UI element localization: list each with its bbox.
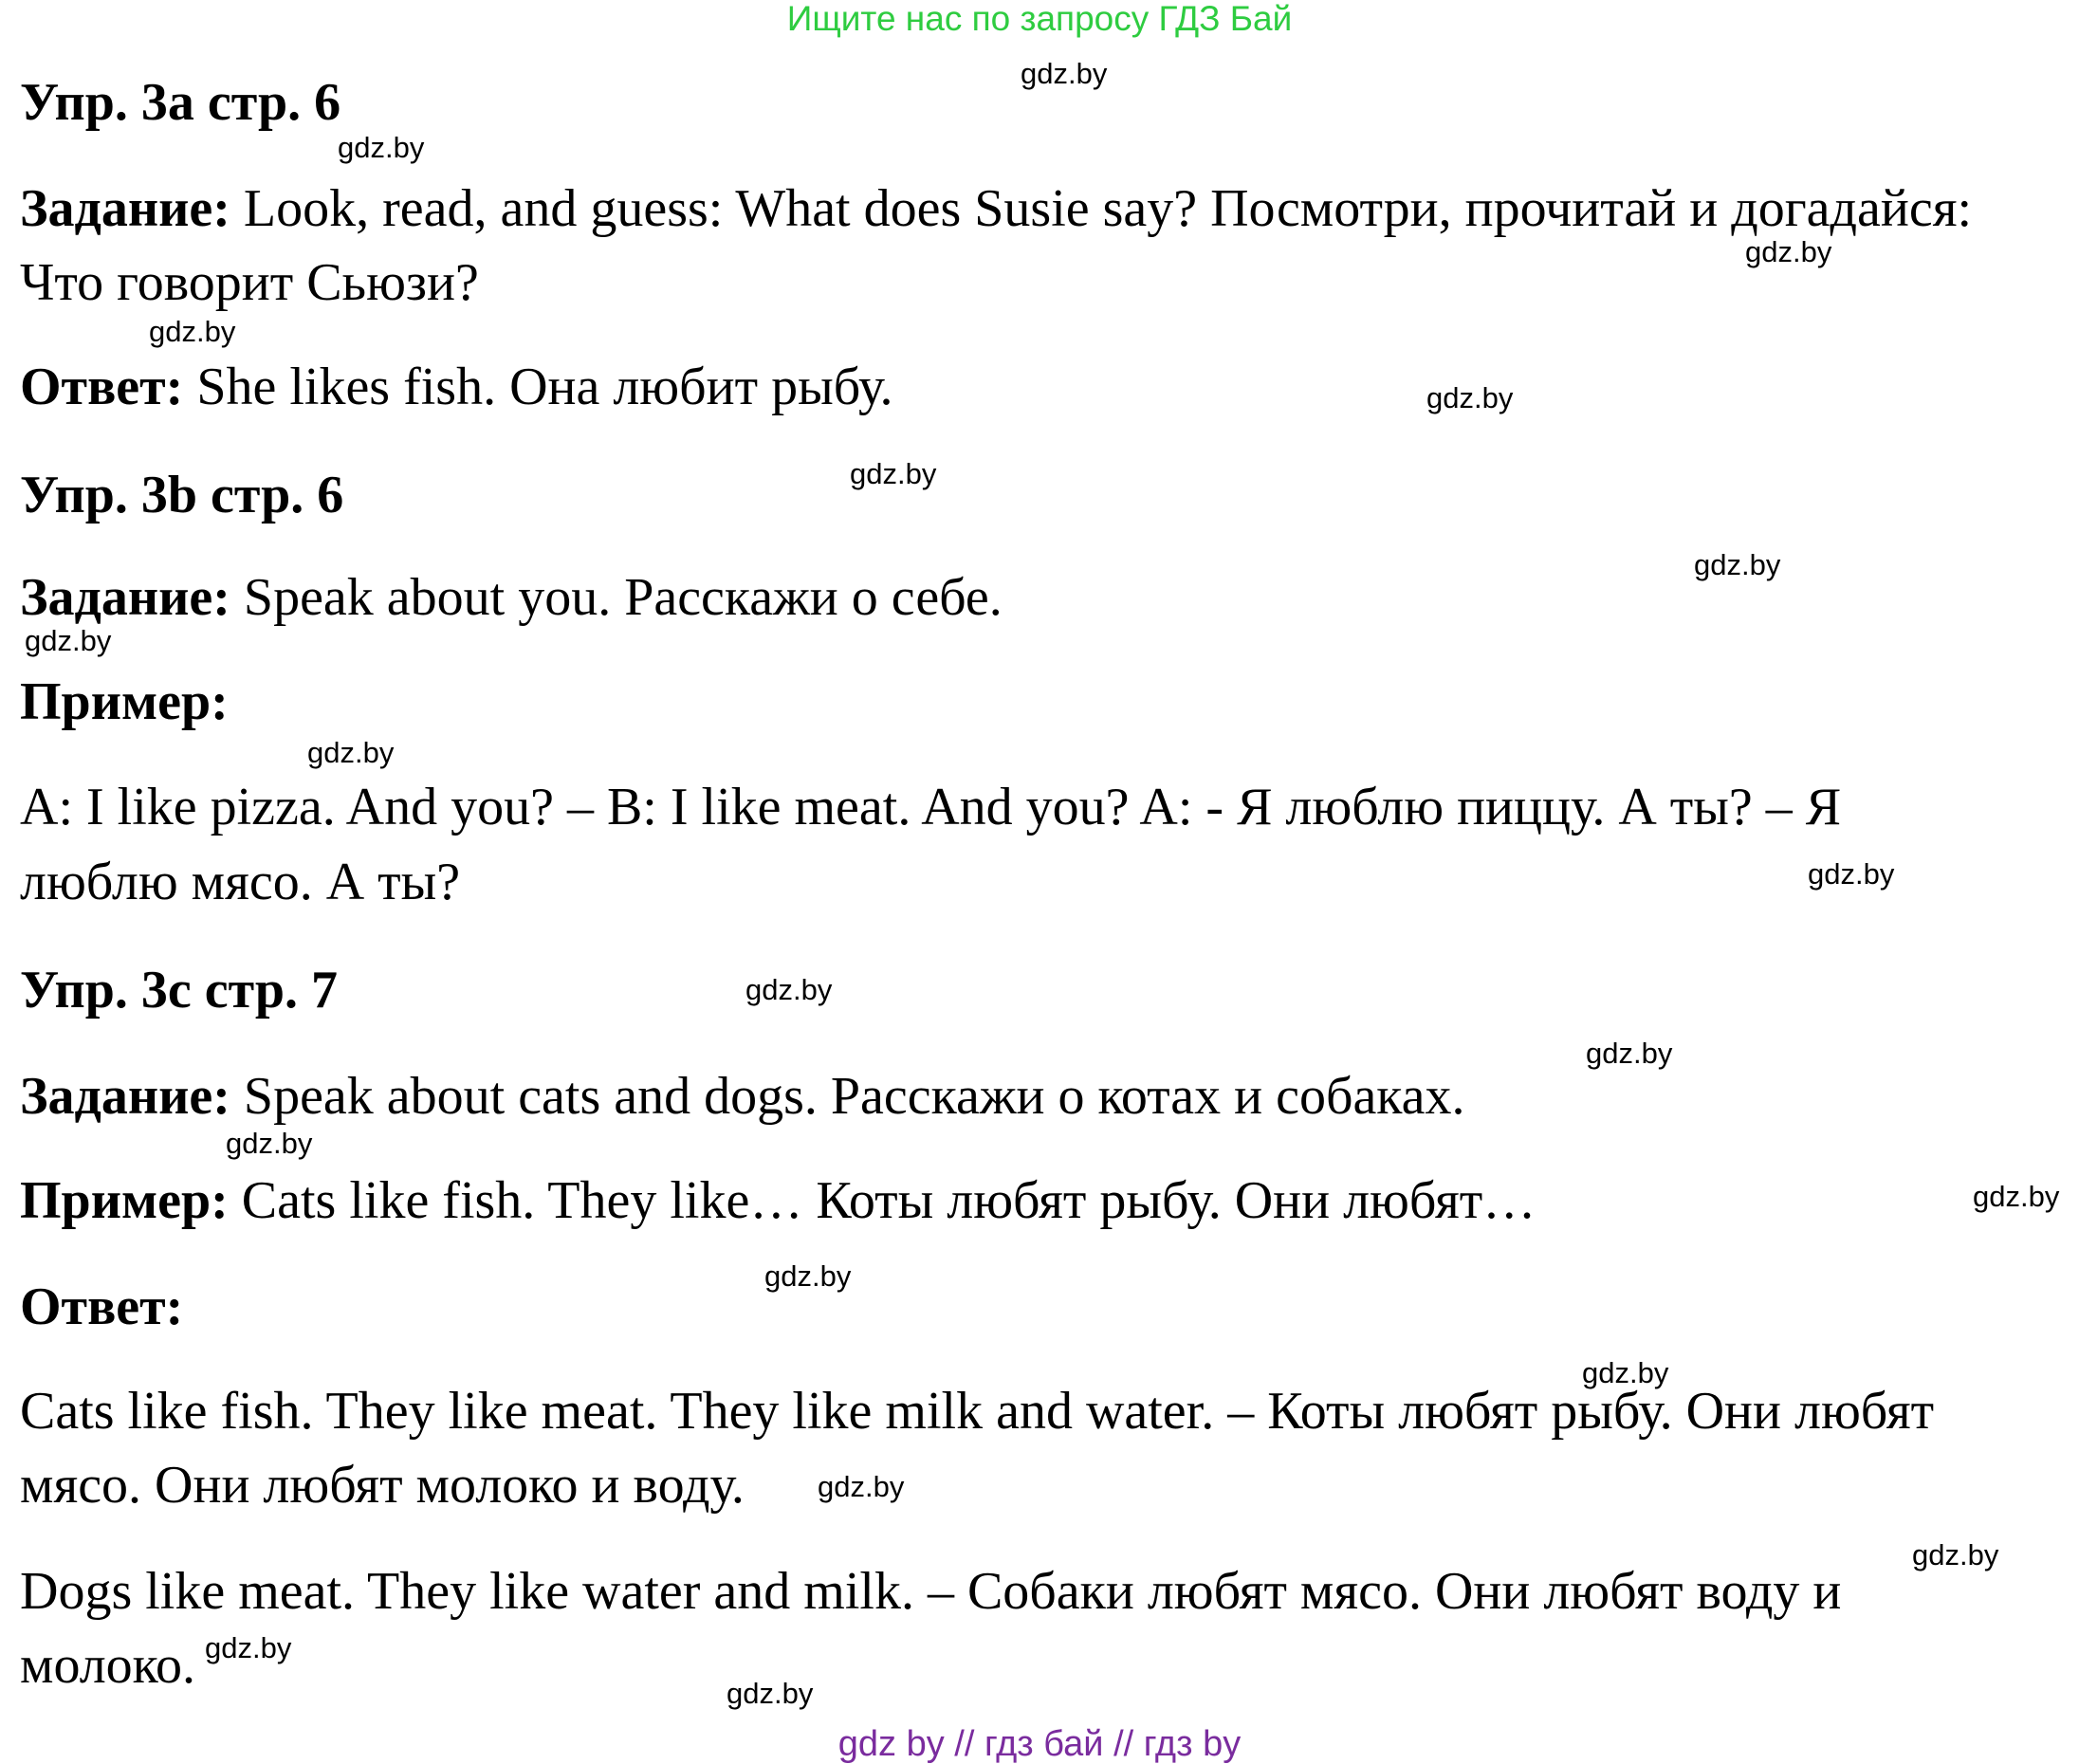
watermark: gdz.by bbox=[226, 1127, 313, 1160]
exercise-3c-answer-p2-line-1: Dogs like meat. They like water and milk. – Собаки любят мясо. Они любят воду и bbox=[20, 1562, 1842, 1621]
exercise-3b-task bbox=[20, 568, 1003, 627]
exercise-3c-task bbox=[20, 1067, 1465, 1126]
task-text: Speak about cats and dogs. Расскажи о котах и собаках. bbox=[243, 1067, 1465, 1126]
exercise-3c-answer-label: Ответ: bbox=[20, 1277, 184, 1336]
exercise-3a-answer bbox=[20, 358, 893, 416]
task-label: Задание: bbox=[20, 1067, 230, 1126]
watermark: gdz.by bbox=[1586, 1037, 1673, 1070]
exercise-3a-task-line-1 bbox=[20, 179, 1973, 238]
exercise-3a-task-line-2: Что говорит Сьюзи? bbox=[20, 253, 479, 312]
watermark: gdz.by bbox=[1021, 57, 1108, 90]
watermark: gdz.by bbox=[338, 131, 425, 164]
watermark: gdz.by bbox=[727, 1677, 814, 1710]
exercise-3c-example bbox=[20, 1171, 1536, 1230]
exercise-3c-answer-p1-line-2: мясо. Они любят молоко и воду. bbox=[20, 1456, 745, 1515]
task-text: Speak about you. Расскажи о себе. bbox=[243, 568, 1003, 627]
example-label: Пример: bbox=[20, 1171, 229, 1230]
exercise-3b-example-label: Пример: bbox=[20, 672, 229, 731]
watermark: gdz.by bbox=[764, 1259, 852, 1293]
bottom-banner[interactable]: gdz by // гдз бай // гдз by bbox=[837, 1724, 1242, 1764]
exercise-3b-example-line-1: A: I like pizza. And you? – B: I like meat. And you? A: - Я люблю пиццу. А ты? – Я bbox=[20, 778, 1842, 836]
watermark: gdz.by bbox=[1426, 381, 1514, 414]
watermark: gdz.by bbox=[745, 973, 833, 1006]
watermark: gdz.by bbox=[307, 736, 395, 769]
task-label: Задание: bbox=[20, 179, 230, 238]
top-banner[interactable]: Ищите нас по запросу ГДЗ Бай bbox=[786, 0, 1293, 38]
watermark: gdz.by bbox=[1808, 857, 1895, 891]
exercise-3b-heading: Упр. 3b стр. 6 bbox=[20, 466, 344, 524]
exercise-3c-answer-p2-line-2: молоко. bbox=[20, 1636, 196, 1695]
watermark: gdz.by bbox=[1694, 548, 1781, 581]
exercise-3a-heading: Упр. 3a стр. 6 bbox=[20, 73, 341, 132]
exercise-3b-example-line-2: люблю мясо. А ты? bbox=[20, 853, 461, 911]
watermark: gdz.by bbox=[1912, 1538, 1999, 1571]
answer-text: She likes fish. Она любит рыбу. bbox=[196, 358, 893, 416]
watermark: gdz.by bbox=[205, 1631, 292, 1664]
watermark: gdz.by bbox=[1582, 1356, 1669, 1389]
exercise-3c-answer-p1-line-1: Cats like fish. They like meat. They like milk and water. – Коты любят рыбу. Они любят bbox=[20, 1382, 1935, 1441]
watermark: gdz.by bbox=[850, 457, 937, 490]
watermark: gdz.by bbox=[149, 315, 236, 348]
watermark: gdz.by bbox=[818, 1470, 905, 1503]
watermark: gdz.by bbox=[25, 624, 112, 657]
answer-label: Ответ: bbox=[20, 358, 184, 416]
watermark: gdz.by bbox=[1745, 235, 1832, 268]
watermark: gdz.by bbox=[1973, 1180, 2060, 1213]
exercise-3c-heading: Упр. 3с стр. 7 bbox=[20, 961, 338, 1020]
task-text: Look, read, and guess: What does Susie say? Посмотри, прочитай и догадайся: bbox=[243, 179, 1973, 238]
task-label: Задание: bbox=[20, 568, 230, 627]
example-text: Cats like fish. They like… Коты любят рыбу. Они любят… bbox=[241, 1171, 1536, 1230]
